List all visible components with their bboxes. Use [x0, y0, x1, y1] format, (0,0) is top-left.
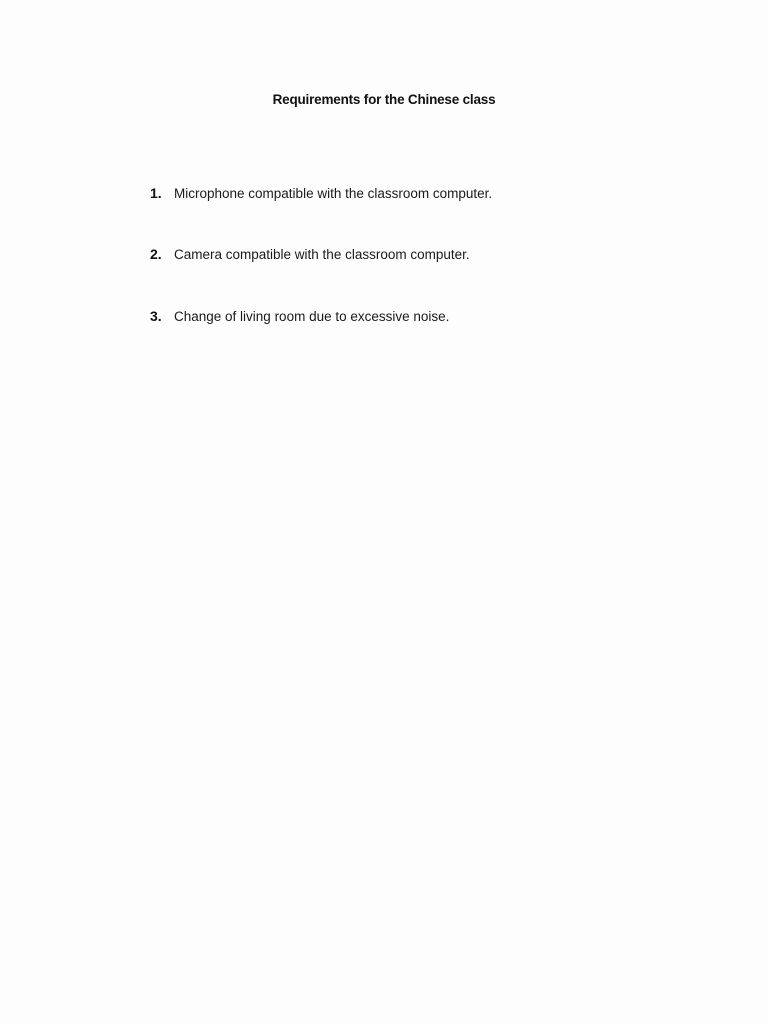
list-item: [150, 308, 710, 324]
list-item: [150, 185, 710, 201]
list-item-number: 3.: [150, 308, 162, 324]
list-item-number: 2.: [150, 246, 162, 262]
list-item-text: Camera compatible with the classroom computer.: [174, 247, 470, 262]
list-item-text: Change of living room due to excessive noise.: [174, 309, 450, 324]
list-item-number: 1.: [150, 185, 162, 201]
list-item: [150, 246, 710, 262]
list-item-text: Microphone compatible with the classroom computer.: [174, 186, 493, 201]
document-title: Requirements for the Chinese class: [272, 92, 496, 107]
